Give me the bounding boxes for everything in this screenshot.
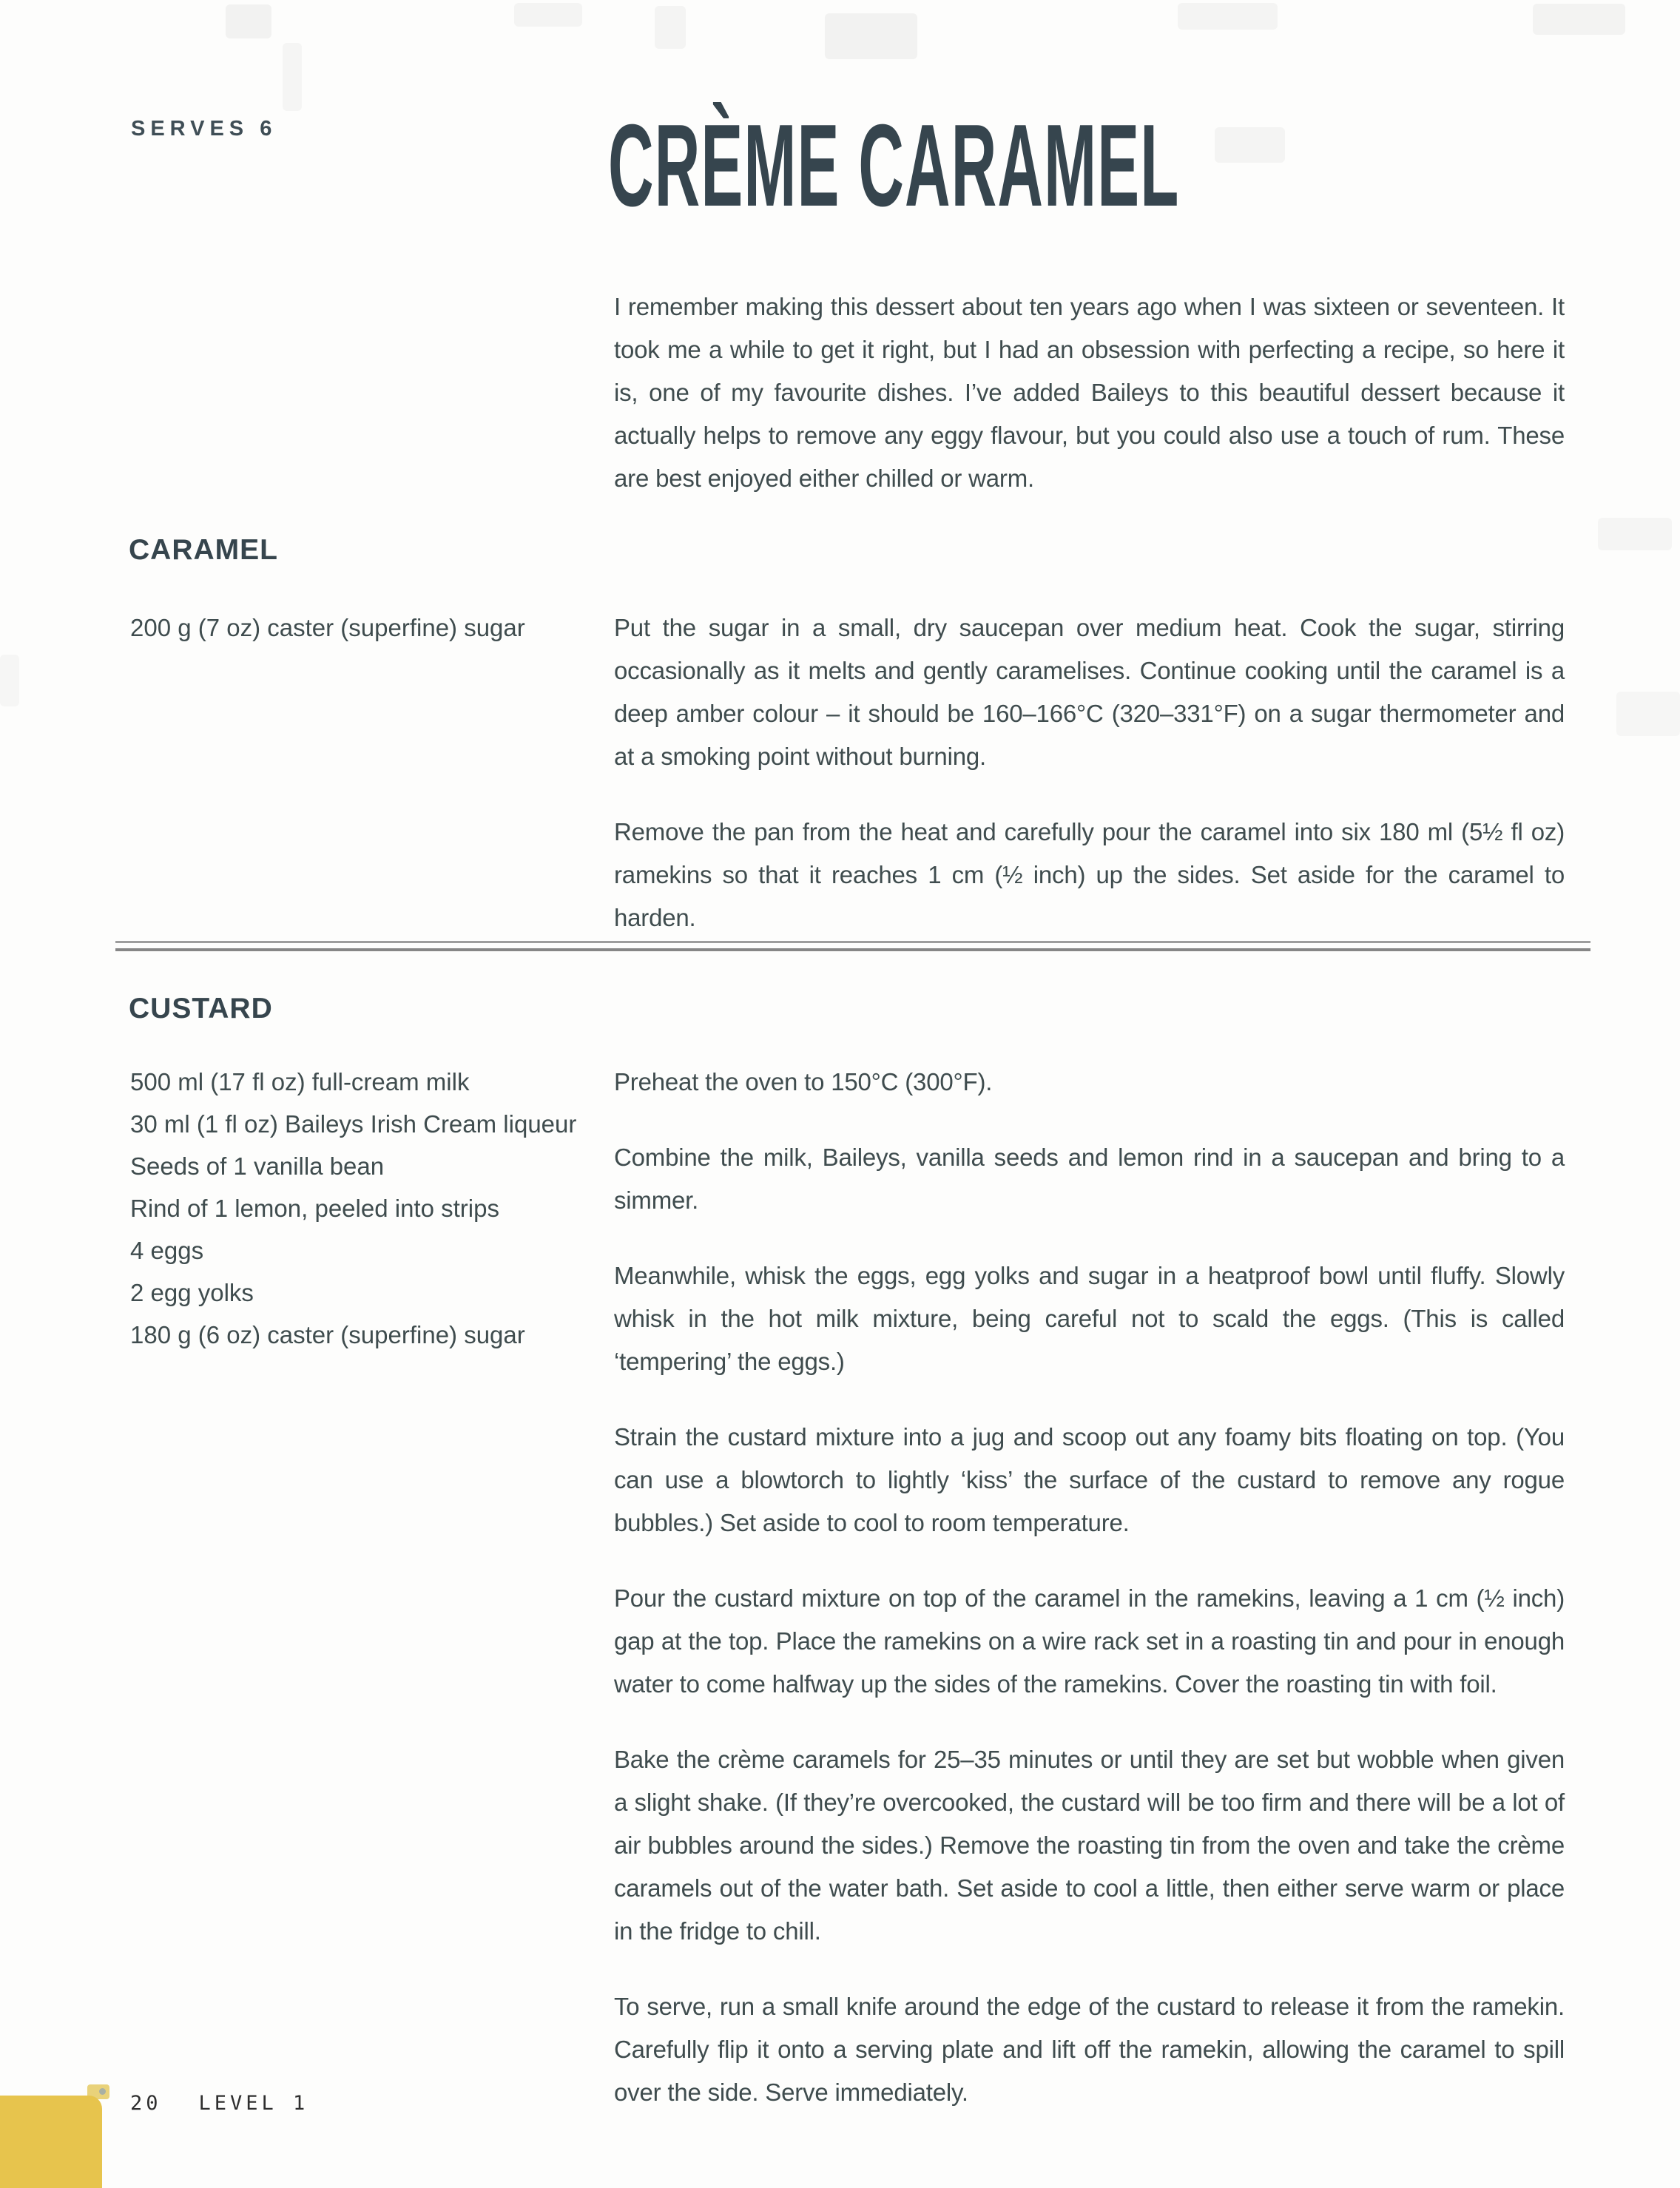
ingredient-item: 30 ml (1 fl oz) Baileys Irish Cream liqueur <box>130 1110 577 1138</box>
ingredient-item: 180 g (6 oz) caster (superfine) sugar <box>130 1321 525 1348</box>
custard-ingredient-list <box>130 1061 611 1356</box>
ingredient-item: 500 ml (17 fl oz) full-cream milk <box>130 1068 470 1095</box>
scan-smudge <box>514 3 582 27</box>
method-paragraph: Remove the pan from the heat and carefully pour the caramel into six 180 ml (5½ fl oz) ramekins so that it reaches 1 cm (½ inch) up the sides. Set aside for the caramel to harden. <box>614 818 1565 931</box>
scan-smudge <box>1598 518 1672 550</box>
section-heading-caramel: CARAMEL <box>129 534 278 566</box>
caramel-ingredient-list <box>130 607 611 649</box>
method-paragraph: Preheat the oven to 150°C (300°F). <box>614 1068 993 1095</box>
page-title-text: CRÈME CARAMEL <box>608 101 1180 231</box>
scan-smudge <box>1533 4 1625 35</box>
scan-smudge <box>283 43 302 111</box>
method-paragraph: Strain the custard mixture into a jug and scoop out any foamy bits floating on top. (You can use a blowtorch to lightly ‘kiss’ the surface of the custard to remove any rogue bubbles.) Set aside to cool to room temperature. <box>614 1423 1565 1536</box>
scan-smudge <box>226 4 271 38</box>
method-paragraph: Bake the crème caramels for 25–35 minutes or until they are set but wobble when given a slight shake. (If they’re overcooked, the custard will be too firm and there will be a lot of air bubbles around the sides.) Remove the roasting tin from the oven and take the crème caramels out of the water bath. Set aside to cool a little, then either serve warm or place in the fridge to chill. <box>614 1746 1565 1945</box>
scan-smudge <box>825 13 917 59</box>
method-paragraph: Combine the milk, Baileys, vanilla seeds and lemon rind in a saucepan and bring to a simmer. <box>614 1144 1565 1214</box>
method-paragraph: To serve, run a small knife around the edge of the custard to release it from the ramekin. Carefully flip it onto a serving plate and lift off the ramekin, allowing the caramel to spill over the side. Serve immediately. <box>614 1993 1565 2106</box>
method-paragraph: Pour the custard mixture on top of the caramel in the ramekins, leaving a 1 cm (½ inch) gap at the top. Place the ramekins on a wire rack set in a roasting tin and pour in enough water to come halfway up the sides of the ramekins. Cover the roasting tin with foil. <box>614 1584 1565 1698</box>
ingredient-item: Rind of 1 lemon, peeled into strips <box>130 1195 499 1222</box>
ingredient-item: 4 eggs <box>130 1237 204 1264</box>
footer-page-number: 20 <box>130 2092 162 2115</box>
page-title <box>608 93 1666 240</box>
corner-speck-mark <box>99 2088 106 2095</box>
ingredient-item: 2 egg yolks <box>130 1279 254 1306</box>
scan-smudge <box>1178 3 1278 30</box>
caramel-method <box>614 607 1565 939</box>
page-footer <box>130 2092 308 2115</box>
scan-smudge <box>655 6 686 49</box>
ingredient-item: 200 g (7 oz) caster (superfine) sugar <box>130 614 525 641</box>
scan-smudge <box>0 655 19 706</box>
serves-label: SERVES 6 <box>131 117 277 141</box>
section-divider <box>115 941 1590 951</box>
custard-method <box>614 1061 1565 2114</box>
method-paragraph: Put the sugar in a small, dry saucepan over medium heat. Cook the sugar, stirring occasionally as it melts and gently caramelises. Continue cooking until the caramel is a deep amber colour – it should be 160–166°C (320–331°F) on a sugar thermometer and at a smoking point without burning. <box>614 614 1565 770</box>
ingredient-item: Seeds of 1 vanilla bean <box>130 1152 385 1180</box>
yellow-corner-tab <box>0 2096 102 2188</box>
footer-level-label: LEVEL 1 <box>198 2092 309 2115</box>
scan-smudge <box>1616 692 1680 736</box>
intro-paragraph: I remember making this dessert about ten years ago when I was sixteen or seventeen. It took me a while to get it right, but I had an obsession with perfecting a recipe, so here it is, one of my favourite dishes. I’ve added Baileys to this beautiful dessert because it actually helps to remove any eggy flavour, but you could also use a touch of rum. These are best enjoyed either chilled or warm. <box>614 293 1565 492</box>
method-paragraph: Meanwhile, whisk the eggs, egg yolks and sugar in a heatproof bowl until fluffy. Slowly whisk in the hot milk mixture, being careful not to scald the eggs. (This is called ‘tempering’ the eggs.) <box>614 1262 1565 1375</box>
section-heading-custard: CUSTARD <box>129 993 273 1024</box>
